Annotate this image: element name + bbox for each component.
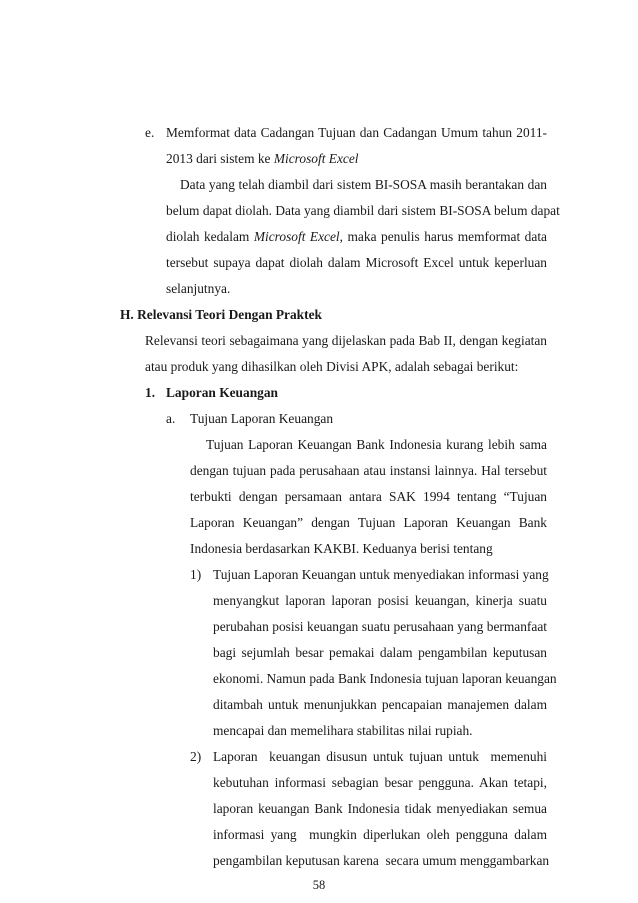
list-item-2-line-1: Laporan keuangan disusun untuk tujuan untuk memenuhi — [213, 749, 547, 764]
list-item-1-line-4: bagi sejumlah besar pemakai dalam pengambilan keputusan — [213, 645, 547, 660]
list-item-2-line-4: informasi yang mungkin diperlukan oleh pengguna dalam — [213, 827, 547, 842]
item-e-para-line-3-italic: Microsoft Excel — [253, 229, 340, 244]
list-item-2-marker: 2) — [190, 749, 202, 764]
list-item-1-line-6: ditambah untuk menunjukkan pencapaian manajemen dalam — [213, 697, 547, 712]
item-e-marker: e. — [145, 125, 155, 140]
item-e-para-line-3-text: diolah kedalam — [166, 229, 254, 244]
sub-a-title: Tujuan Laporan Keuangan — [190, 411, 334, 426]
list-item-1-marker: 1) — [190, 567, 202, 582]
list-item-1-line-7: mencapai dan memelihara stabilitas nilai rupiah. — [213, 723, 473, 738]
page-number: 58 — [312, 878, 326, 892]
sub1-marker: 1. — [145, 385, 156, 400]
section-h-para-line-1: Relevansi teori sebagaimana yang dijelaskan pada Bab II, dengan kegiatan — [145, 333, 547, 348]
list-item-2-line-5: pengambilan keputusan karena secara umum menggambarkan — [213, 853, 550, 868]
item-e-para-line-4: tersebut supaya dapat diolah dalam Microsoft Excel untuk keperluan — [166, 255, 547, 270]
item-e-para-line-2: belum dapat diolah. Data yang diambil dari sistem BI-SOSA belum dapat — [166, 203, 560, 218]
item-e-line-2-text: 2013 dari sistem ke — [166, 151, 274, 166]
list-item-1-line-2: menyangkut laporan laporan posisi keuangan, kinerja suatu — [213, 593, 547, 608]
list-item-1-line-3: perubahan posisi keuangan suatu perusahaan yang bermanfaat — [213, 619, 547, 634]
section-h-para-line-2: atau produk yang dihasilkan oleh Divisi APK, adalah sebagai berikut: — [145, 359, 519, 374]
sub-a-line-1: Tujuan Laporan Keuangan Bank Indonesia kurang lebih sama — [206, 437, 547, 452]
sub-a-line-3: terbukti dengan persamaan antara SAK 1994 tentang “Tujuan — [190, 489, 547, 504]
list-item-1-line-1: Tujuan Laporan Keuangan untuk menyediakan informasi yang — [213, 567, 549, 582]
list-item-2-line-2: kebutuhan informasi sebagian besar pengguna. Akan tetapi, — [213, 775, 547, 790]
sub1-title: Laporan Keuangan — [166, 385, 278, 400]
sub-a-line-2: dengan tujuan pada perusahaan atau instansi lainnya. Hal tersebut — [190, 463, 547, 478]
item-e-line-2-italic: Microsoft Excel — [273, 151, 359, 166]
item-e-para-line-5: selanjutnya. — [166, 281, 231, 296]
list-item-2-line-3: laporan keuangan Bank Indonesia tidak menyediakan semua — [213, 801, 547, 816]
sub-a-marker: a. — [166, 411, 176, 426]
item-e-para-line-3-suffix: , maka penulis harus memformat data — [339, 229, 547, 244]
item-e-para-line-1: Data yang telah diambil dari sistem BI-SOSA masih berantakan dan — [180, 177, 547, 192]
list-item-1-line-5: ekonomi. Namun pada Bank Indonesia tujuan laporan keuangan — [213, 671, 557, 686]
sub-a-line-5: Indonesia berdasarkan KAKBI. Keduanya berisi tentang — [190, 541, 493, 556]
section-h-heading: H. Relevansi Teori Dengan Praktek — [120, 307, 322, 322]
item-e-line-2 — [166, 150, 359, 167]
sub-a-line-4: Laporan Keuangan” dengan Tujuan Laporan Keuangan Bank — [190, 515, 547, 530]
item-e-line-1: Memformat data Cadangan Tujuan dan Cadangan Umum tahun 2011- — [166, 125, 547, 140]
item-e-para-line-3 — [166, 228, 547, 245]
